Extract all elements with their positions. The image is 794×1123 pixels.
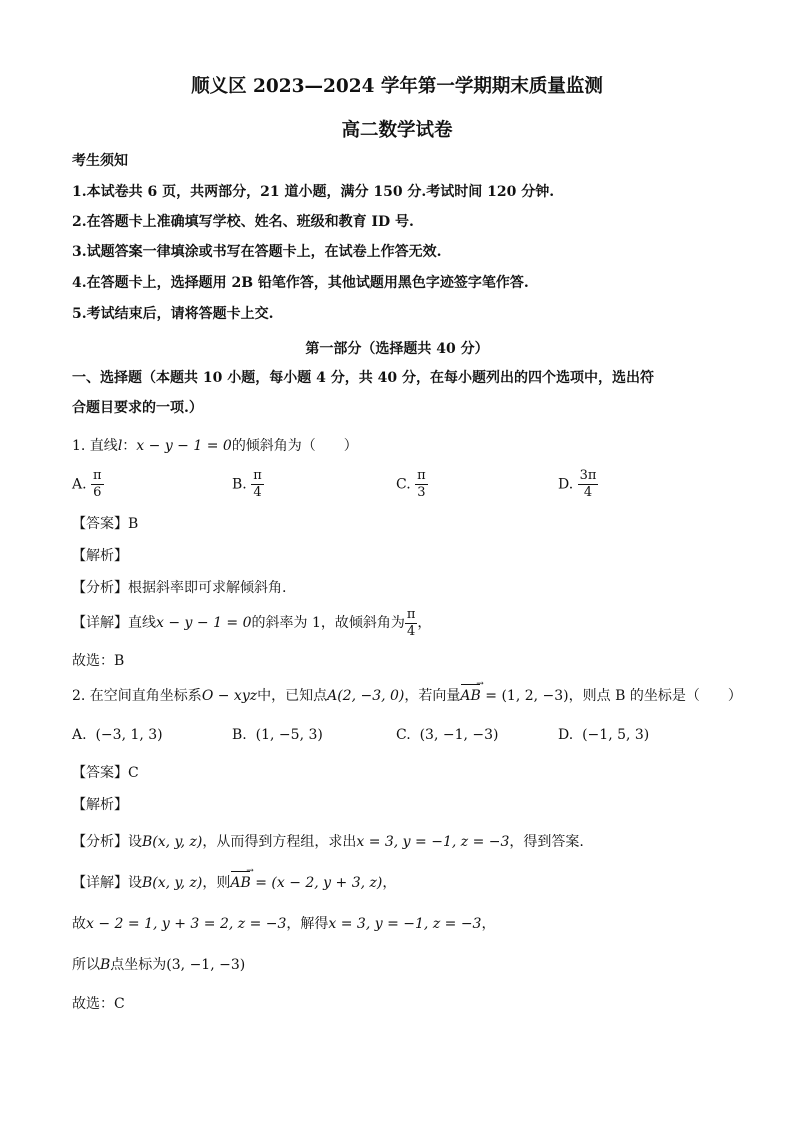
q1-option-c-den: 3: [417, 485, 426, 500]
q2-fenxi: [72, 832, 584, 852]
q2-fenxi-pre: 设: [128, 834, 142, 850]
q1-option-c: [396, 468, 428, 501]
q1-detail: [72, 606, 431, 640]
q2-detail-pre: 设: [128, 875, 142, 891]
notice-item-5: 5.考试结束后，请将答题卡上交.: [72, 306, 274, 322]
q2-option-b-value: (1, −5, 3): [255, 727, 323, 743]
q2-detail-mid: ，则: [202, 875, 231, 891]
q2-detail-vector: AB →: [230, 873, 250, 893]
part-heading: 第一部分（选择题共 40 分）: [305, 341, 489, 357]
q2-option-a-value: (−3, 1, 3): [95, 727, 163, 743]
q2-vector: AB →: [460, 686, 480, 706]
q1-option-b-label: B.: [232, 476, 247, 493]
q2-mid1: 中，已知点: [257, 688, 328, 704]
q2-detail-end: ，: [382, 875, 397, 891]
q2-step-pre: 故: [72, 916, 86, 932]
q2-option-a-label: A.: [72, 727, 87, 743]
exam-subtitle: 高二数学试卷: [341, 120, 453, 141]
q1-answer-value: B: [128, 516, 139, 532]
q1-answer: [72, 514, 138, 534]
q2-step-mid: ，解得: [286, 916, 329, 932]
notice-item-1: 1.本试卷共 6 页，共两部分，21 道小题，满分 150 分.考试时间 120 分钟.: [72, 184, 555, 200]
q1-option-b-den: 4: [253, 485, 262, 500]
q2-vector-value: = (1, 2, −3): [480, 688, 569, 704]
q1-equation: x − y − 1 = 0: [136, 438, 232, 454]
q1-option-a-label: A.: [72, 476, 87, 493]
q1-option-a: [72, 468, 104, 501]
q2-point-a: A(2, −3, 0): [327, 688, 405, 704]
notice-item-3: 3.试题答案一律填涂或书写在答题卡上，在试卷上作答无效.: [72, 244, 442, 260]
q2-detail-tag: 【详解】: [72, 875, 128, 891]
q2-result-pre: 所以: [72, 957, 100, 973]
q2-answer-tag: 【答案】: [72, 765, 128, 781]
q2-analysis-tag: 【解析】: [72, 797, 128, 813]
q1-conclusion: 故选：B: [72, 653, 125, 669]
q1-option-c-label: C.: [396, 476, 411, 493]
q2-mid2: ，若向量: [404, 688, 461, 704]
q1-detail-den: 4: [407, 623, 416, 639]
q1-detail-end: ，: [417, 615, 432, 631]
q2-option-d-value: (−1, 5, 3): [582, 727, 650, 743]
q1-option-d-den: 4: [583, 485, 593, 500]
q1-answer-tag: 【答案】: [72, 516, 128, 532]
q1-fenxi-text: 根据斜率即可求解倾斜角.: [128, 580, 287, 596]
q2-detail-point: B(x, y, z): [142, 875, 203, 891]
q2-option-c-label: C.: [396, 727, 411, 743]
q2-prefix: 2. 在空间直角坐标系: [72, 688, 202, 704]
q1-option-d-num: 3π: [579, 468, 597, 483]
q2-fenxi-end: ，得到答案.: [509, 834, 584, 850]
q1-colon: ：: [122, 438, 137, 454]
q2-step: [72, 914, 495, 934]
q2-option-c: [396, 727, 499, 743]
q1-prefix: 1. 直线: [72, 438, 118, 454]
q2-answer-value: C: [128, 765, 139, 781]
q2-step-end: ，: [481, 916, 496, 932]
section-instructions-line2: 合题目要求的一项.）: [72, 400, 203, 416]
q1-analysis-tag: 【解析】: [72, 548, 128, 564]
q1-detail-equation: x − y − 1 = 0: [156, 615, 252, 631]
q1-option-d: [558, 468, 598, 501]
q2-option-b-label: B.: [232, 727, 247, 743]
question-1-stem: [72, 436, 358, 456]
q2-suffix: ，则点 B 的坐标是（ ）: [568, 688, 742, 704]
q2-fenxi-point: B(x, y, z): [142, 834, 203, 850]
q2-option-d: [558, 727, 649, 743]
q1-option-b: [232, 468, 264, 501]
q2-fenxi-tag: 【分析】: [72, 834, 128, 850]
q2-step-equation: x − 2 = 1, y + 3 = 2, z = −3: [86, 916, 287, 932]
q1-option-a-num: π: [93, 468, 102, 483]
exam-title: 顺义区 2023—2024 学年第一学期期末质量监测: [191, 76, 603, 97]
q2-option-d-label: D.: [558, 727, 574, 743]
notice-item-4: 4.在答题卡上，选择题用 2B 铅笔作答，其他试题用黑色字迹签字笔作答.: [72, 275, 529, 291]
q1-line-name: l: [117, 438, 123, 454]
q1-detail-tag: 【详解】: [72, 615, 128, 631]
q1-fenxi: [72, 578, 286, 598]
q1-option-c-num: π: [417, 468, 426, 483]
q1-suffix: 的倾斜角为（ ）: [231, 438, 358, 454]
q2-step-solution: x = 3, y = −1, z = −3: [328, 916, 482, 932]
q2-fenxi-mid: ，从而得到方程组，求出: [202, 834, 357, 850]
q2-result-mid: 点坐标为: [110, 957, 167, 973]
q2-conclusion: 故选：C: [72, 996, 125, 1012]
section-instructions-line1: 一、选择题（本题共 10 小题，每小题 4 分，共 40 分，在每小题列出的四个选项中，选出符: [72, 370, 654, 386]
q2-fenxi-solution: x = 3, y = −1, z = −3: [356, 834, 510, 850]
q2-detail: [72, 873, 396, 893]
q2-option-b: [232, 727, 323, 743]
q2-result-point: B: [100, 957, 111, 973]
q2-system: O − xyz: [201, 688, 258, 704]
question-2-stem: [72, 686, 742, 706]
q1-option-a-den: 6: [93, 485, 102, 500]
q2-result-value: (3, −1, −3): [166, 957, 246, 973]
q1-detail-num: π: [406, 606, 416, 622]
notice-item-2: 2.在答题卡上准确填写学校、姓名、班级和教育 ID 号.: [72, 214, 414, 230]
q2-detail-value: = (x − 2, y + 3, z): [250, 875, 383, 891]
q1-detail-pre: 直线: [128, 615, 156, 631]
q2-answer: [72, 763, 139, 783]
q1-fenxi-tag: 【分析】: [72, 580, 128, 596]
q2-option-c-value: (3, −1, −3): [419, 727, 499, 743]
notice-heading: 考生须知: [72, 153, 128, 169]
q1-detail-mid: 的斜率为 1，故倾斜角为: [251, 615, 405, 631]
q1-option-b-num: π: [253, 468, 262, 483]
q1-option-d-label: D.: [558, 476, 574, 493]
q2-option-a: [72, 727, 163, 743]
q2-result: [72, 955, 245, 975]
